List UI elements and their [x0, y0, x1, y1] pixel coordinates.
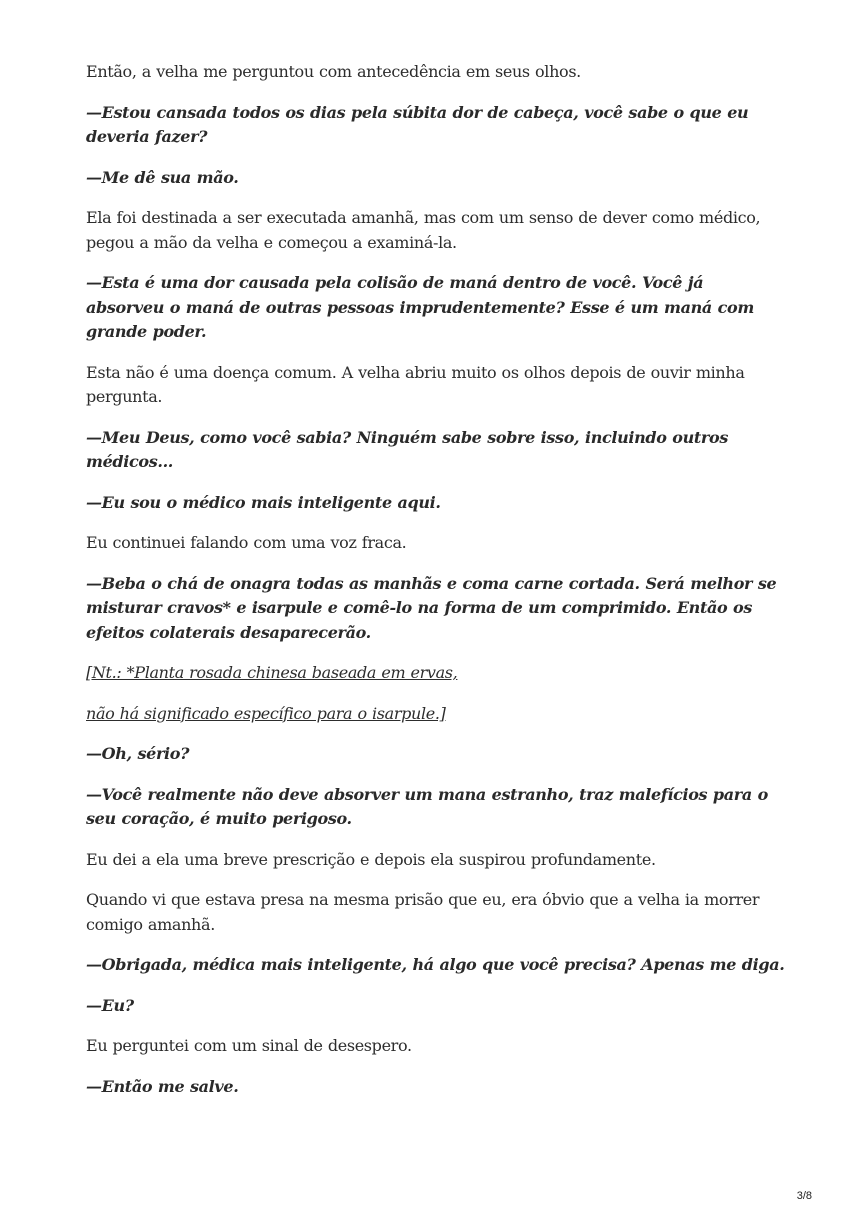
dialogue-line: —Você realmente não deve absorver um mana estranho, traz malefícios para o seu coração, é muito perigoso. [86, 784, 768, 828]
dialogue-line: —Me dê sua mão. [86, 167, 239, 187]
dialogue-line: —Obrigada, médica mais inteligente, há algo que você precisa? Apenas me diga. [86, 955, 785, 974]
dialogue-line: —Beba o chá de onagra todas as manhãs e coma carne cortada. Será melhor se misturar cravos* e isarpule e comê-lo na forma de um comprimido. Então os efeitos colaterais desaparecerão. [86, 573, 777, 642]
dialogue-line: —Meu Deus, como você sabia? Ninguém sabe sobre isso, incluindo outros médicos... [86, 427, 728, 471]
translator-note: não há significado específico para o isarpule.] [86, 703, 446, 723]
paragraph: Eu perguntei com um sinal de desespero. [86, 1036, 412, 1055]
dialogue-line: —Oh, sério? [86, 744, 190, 763]
document-body [86, 60, 786, 1115]
dialogue-line: —Esta é uma dor causada pela colisão de maná dentro de você. Você já absorveu o maná de outras pessoas imprudentemente? Esse é um maná com grande poder. [86, 273, 754, 341]
translator-note: [Nt.: *Planta rosada chinesa baseada em ervas, [86, 663, 458, 682]
paragraph: Quando vi que estava presa na mesma prisão que eu, era óbvio que a velha ia morrer comigo amanhã. [86, 890, 760, 934]
paragraph: Esta não é uma doença comum. A velha abriu muito os olhos depois de ouvir minha pergunta. [86, 362, 745, 406]
dialogue-line: —Eu sou o médico mais inteligente aqui. [86, 492, 441, 512]
dialogue-line: —Eu? [86, 995, 134, 1015]
dialogue-line: —Então me salve. [86, 1076, 239, 1096]
paragraph: Ela foi destinada a ser executada amanhã, mas com um senso de dever como médico, pegou a mão da velha e começou a examiná-la. [86, 208, 761, 252]
page-number: 3/8 [796, 1190, 812, 1202]
paragraph: Eu continuei falando com uma voz fraca. [86, 533, 407, 552]
dialogue-line: —Estou cansada todos os dias pela súbita dor de cabeça, você sabe o que eu deveria fazer? [86, 102, 749, 146]
paragraph: Eu dei a ela uma breve prescrição e depois ela suspirou profundamente. [86, 849, 656, 869]
paragraph: Então, a velha me perguntou com antecedência em seus olhos. [86, 62, 581, 81]
